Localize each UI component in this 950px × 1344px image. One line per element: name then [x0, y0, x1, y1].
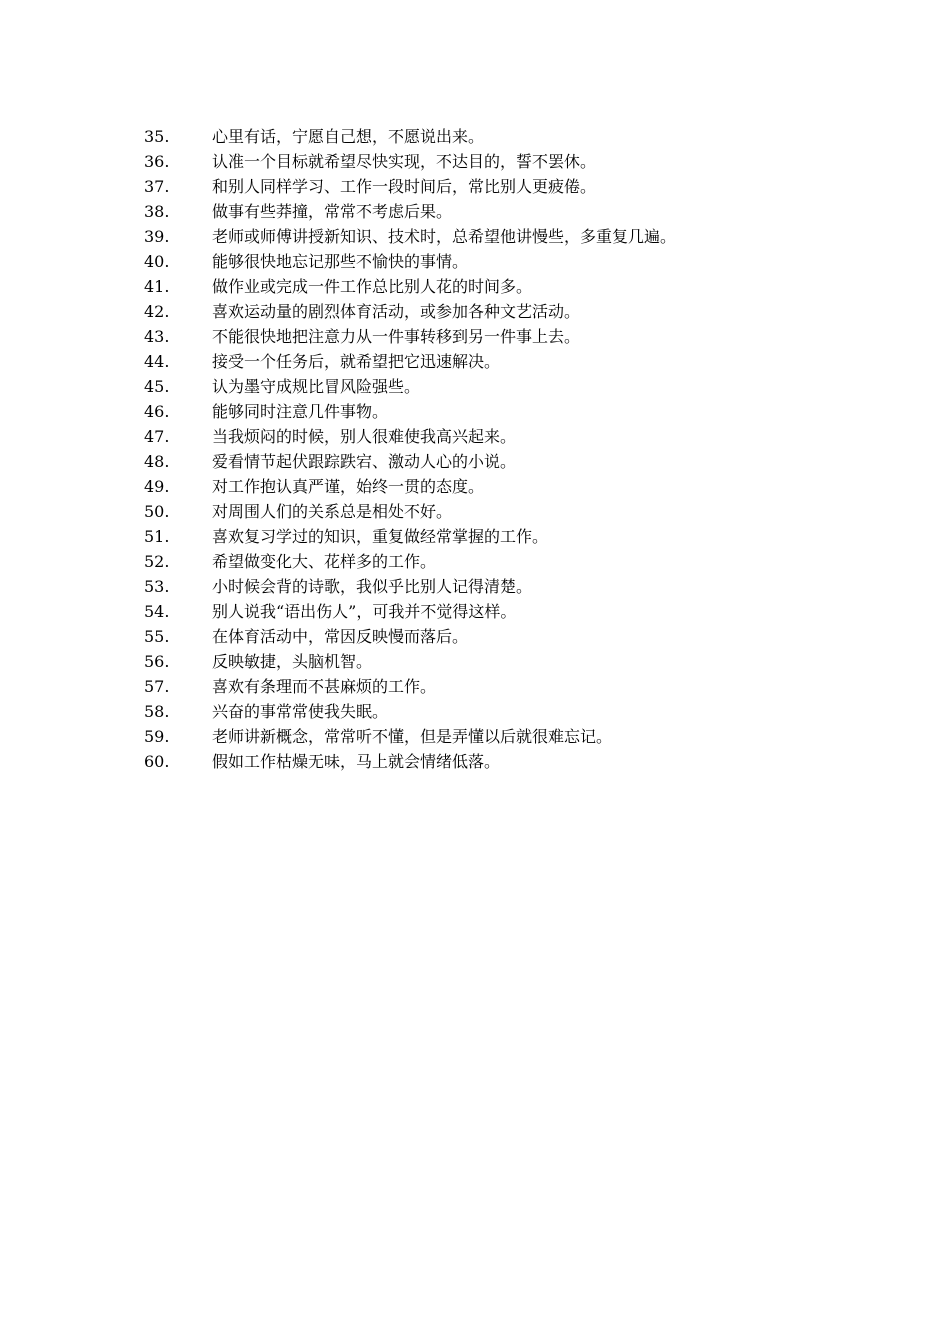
question-item [144, 199, 884, 224]
question-item [144, 149, 884, 174]
question-text: 兴奋的事常常使我失眠。 [212, 702, 389, 721]
question-item [144, 174, 884, 199]
question-text: 和别人同样学习、工作一段时间后，常比别人更疲倦。 [212, 177, 597, 196]
question-text: 喜欢有条理而不甚麻烦的工作。 [212, 677, 437, 696]
question-number: 44. [144, 352, 170, 371]
question-text: 接受一个任务后，就希望把它迅速解决。 [212, 352, 501, 371]
question-item [144, 274, 884, 299]
question-number: 45. [144, 377, 170, 396]
question-item [144, 649, 884, 674]
question-text: 不能很快地把注意力从一件事转移到另一件事上去。 [212, 327, 581, 346]
question-text: 能够很快地忘记那些不愉快的事情。 [212, 252, 469, 271]
question-item [144, 349, 884, 374]
question-text: 认为墨守成规比冒风险强些。 [212, 377, 421, 396]
question-text: 认准一个目标就希望尽快实现，不达目的，誓不罢休。 [212, 152, 597, 171]
question-number: 49. [144, 477, 170, 496]
question-number: 38. [144, 202, 170, 221]
question-number: 55. [144, 627, 170, 646]
question-number: 39. [144, 227, 170, 246]
question-item [144, 724, 884, 749]
question-number: 46. [144, 402, 170, 421]
question-item [144, 474, 884, 499]
question-text: 小时候会背的诗歌，我似乎比别人记得清楚。 [212, 577, 533, 596]
question-item [144, 449, 884, 474]
question-item [144, 249, 884, 274]
question-text: 对工作抱认真严谨，始终一贯的态度。 [212, 477, 485, 496]
question-number: 53. [144, 577, 170, 596]
question-number: 41. [144, 277, 170, 296]
question-item [144, 624, 884, 649]
question-text: 喜欢复习学过的知识，重复做经常掌握的工作。 [212, 527, 549, 546]
question-number: 37. [144, 177, 170, 196]
question-text: 做作业或完成一件工作总比别人花的时间多。 [212, 277, 533, 296]
question-number: 36. [144, 152, 170, 171]
question-number: 47. [144, 427, 170, 446]
question-number: 60. [144, 752, 170, 771]
question-number: 51. [144, 527, 170, 546]
question-number: 42. [144, 302, 170, 321]
question-item [144, 699, 884, 724]
question-number: 58. [144, 702, 170, 721]
question-number: 50. [144, 502, 170, 521]
question-item [144, 399, 884, 424]
question-list [144, 124, 884, 774]
question-text: 别人说我“语出伤人”，可我并不觉得这样。 [212, 602, 517, 621]
question-number: 40. [144, 252, 170, 271]
question-number: 35. [144, 127, 170, 146]
question-text: 假如工作枯燥无味，马上就会情绪低落。 [212, 752, 501, 771]
question-text: 做事有些莽撞，常常不考虑后果。 [212, 202, 453, 221]
question-number: 43. [144, 327, 170, 346]
question-item [144, 749, 884, 774]
question-item [144, 549, 884, 574]
question-number: 59. [144, 727, 170, 746]
question-item [144, 424, 884, 449]
question-number: 48. [144, 452, 170, 471]
question-text: 心里有话，宁愿自己想，不愿说出来。 [212, 127, 485, 146]
question-item [144, 374, 884, 399]
question-item [144, 674, 884, 699]
question-text: 当我烦闷的时候，别人很难使我高兴起来。 [212, 427, 517, 446]
question-item [144, 324, 884, 349]
question-number: 52. [144, 552, 170, 571]
question-text: 能够同时注意几件事物。 [212, 402, 389, 421]
question-text: 老师讲新概念，常常听不懂，但是弄懂以后就很难忘记。 [212, 727, 613, 746]
question-item [144, 524, 884, 549]
question-text: 老师或师傅讲授新知识、技术时，总希望他讲慢些，多重复几遍。 [212, 227, 677, 246]
question-text: 反映敏捷，头脑机智。 [212, 652, 373, 671]
question-text: 喜欢运动量的剧烈体育活动，或参加各种文艺活动。 [212, 302, 581, 321]
question-number: 54. [144, 602, 170, 621]
question-item [144, 299, 884, 324]
question-text: 爱看情节起伏跟踪跌宕、激动人心的小说。 [212, 452, 517, 471]
question-text: 在体育活动中，常因反映慢而落后。 [212, 627, 469, 646]
question-item [144, 224, 884, 249]
question-item [144, 574, 884, 599]
question-number: 56. [144, 652, 170, 671]
question-text: 希望做变化大、花样多的工作。 [212, 552, 437, 571]
question-item [144, 599, 884, 624]
question-text: 对周围人们的关系总是相处不好。 [212, 502, 453, 521]
question-item [144, 499, 884, 524]
question-item [144, 124, 884, 149]
question-number: 57. [144, 677, 170, 696]
